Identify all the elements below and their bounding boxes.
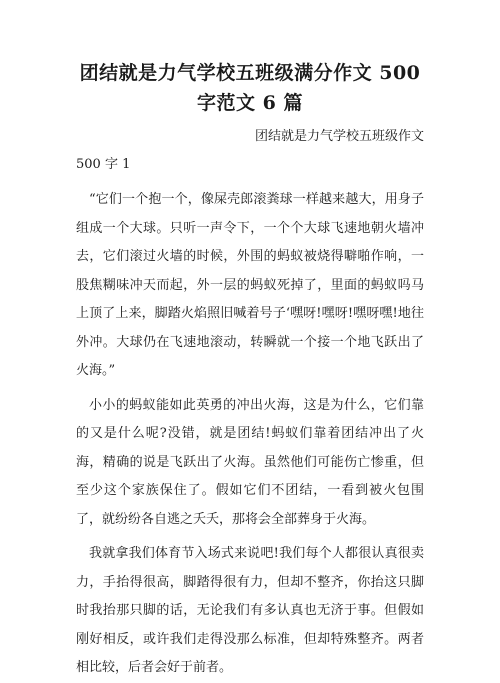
paragraph-1: “它们一个抱一个，像屎壳郎滚粪球一样越来越大，用身子组成一个大球。只听一声令下，一个个大球飞速地朝火墙冲去，它们滚过火墙的时候，外围的蚂蚁被烧得噼啪作响，一股焦糊味冲天而起，外一层的蚂蚁死掉了，里面的蚂蚁吗马上顶了上来，脚踏火焰照旧喊着号子‘嘿呀!嘿呀!嘿呀嘿!地往外冲。大球仍在飞速地滚动，转瞬就一个接一个地飞跃出了火海。” [76, 192, 424, 378]
subtitle-right: 团结就是力气学校五班级作文 [254, 129, 424, 144]
paragraph-3: 我就拿我们体育节入场式来说吧!我们每个人都很认真很卖力，手抬得很高，脚踏得很有力，但却不整齐，你抬这只脚时我抬那只脚的话，无论我们有多认真也无济于事。但假如刚好相反，或许我们走得没那么标准，但却特殊整齐。两者相比较，后者会好于前者。 [76, 546, 424, 675]
paragraph-2: 小小的蚂蚁能如此英勇的冲出火海，这是为什么，它们靠的又是什么呢?没错，就是团结!蚂蚁们靠着团结冲出了火海，精确的说是飞跃出了火海。虽然他们可能伤亡惨重，但至少这个家族保住了。假如它们不团结，一看到被火包围了，就纷纷各自逃之夭夭，那将会全部葬身于火海。 [76, 397, 424, 527]
subtitle-left: 500 字 1 [76, 157, 131, 172]
document-title: 团结就是力气学校五班级满分作文 500 字范文 6 篇 [79, 62, 421, 114]
